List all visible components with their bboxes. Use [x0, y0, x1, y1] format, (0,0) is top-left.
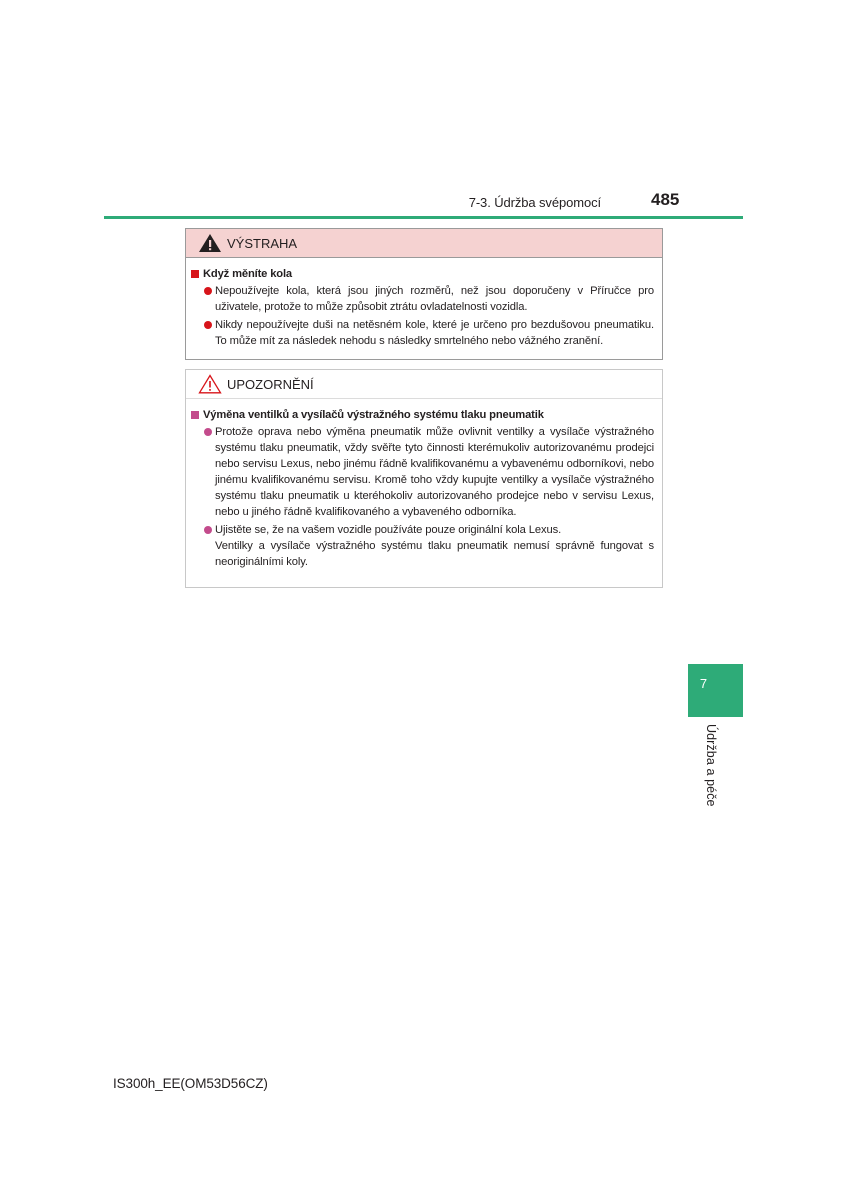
warning-item-text: Nikdy nepoužívejte duši na netěsném kole, které je určeno pro bezdušovou pneumatiku. To může mít za následek nehodu s následky smrtelného nebo vážného zranění. — [215, 319, 654, 347]
caution-item-continuation: Ventilky a vysílače výstražného systému tlaku pneumatik nemusí správně fungovat s neoriginálními koly. — [215, 540, 654, 568]
square-bullet-icon — [191, 270, 199, 278]
warning-box-header — [186, 229, 662, 258]
caution-box-header — [186, 370, 662, 399]
caution-item-text: Protože oprava nebo výměna pneumatik může ovlivnit ventilky a vysílače výstražného systému tlaku pneumatik, vždy svěřte tyto činnosti kterémukoliv autorizovanému prodejci nebo servisu Lexus, nebo jinému řádně kvalifikovanému a vybavenému odborníkovi, nebo jinému kvalifikovanému servisu. Kromě toho vždy kupujte ventilky a vysílače výstražného systému tlaku pneumatik u kteréhokoliv autorizovaného prodejce nebo v servisu Lexus, nebo u jiného řádně kvalifikovaného a vybaveného odborníka. — [215, 426, 654, 518]
caution-heading-text: Výměna ventilků a vysílačů výstražného systému tlaku pneumatik — [203, 409, 544, 421]
warning-box — [185, 228, 663, 360]
chapter-tab — [688, 664, 743, 717]
round-bullet-icon — [204, 428, 212, 436]
manual-id: IS300h_EE(OM53D56CZ) — [113, 1076, 268, 1091]
caution-item — [191, 522, 654, 570]
round-bullet-icon — [204, 526, 212, 534]
warning-item — [191, 317, 654, 349]
round-bullet-icon — [204, 321, 212, 329]
warning-title: VÝSTRAHA — [227, 235, 298, 251]
caution-box-body — [186, 399, 662, 570]
caution-triangle-icon — [198, 374, 222, 394]
caution-item-text: Ujistěte se, že na vašem vozidle používáte pouze originální kola Lexus. — [215, 524, 562, 536]
caution-subheading — [191, 407, 654, 423]
square-bullet-icon — [191, 411, 199, 419]
caution-title: UPOZORNĚNÍ — [227, 376, 314, 392]
round-bullet-icon — [204, 287, 212, 295]
warning-heading-text: Když měníte kola — [203, 268, 292, 280]
chapter-label: Údržba a péče — [704, 724, 718, 807]
caution-item — [191, 424, 654, 520]
warning-item — [191, 283, 654, 315]
section-title: 7-3. Údržba svépomocí — [468, 195, 601, 210]
page-number: 485 — [651, 190, 680, 209]
warning-triangle-icon — [198, 233, 222, 253]
warning-subheading — [191, 266, 654, 282]
warning-box-body — [186, 258, 662, 349]
header-rule — [104, 216, 743, 219]
chapter-number: 7 — [699, 676, 708, 691]
caution-box — [185, 369, 663, 588]
warning-item-text: Nepoužívejte kola, která jsou jiných rozměrů, než jsou doporučeny v Příručce pro uživatele, protože to může způsobit ztrátu ovladatelnosti vozidla. — [215, 285, 654, 313]
